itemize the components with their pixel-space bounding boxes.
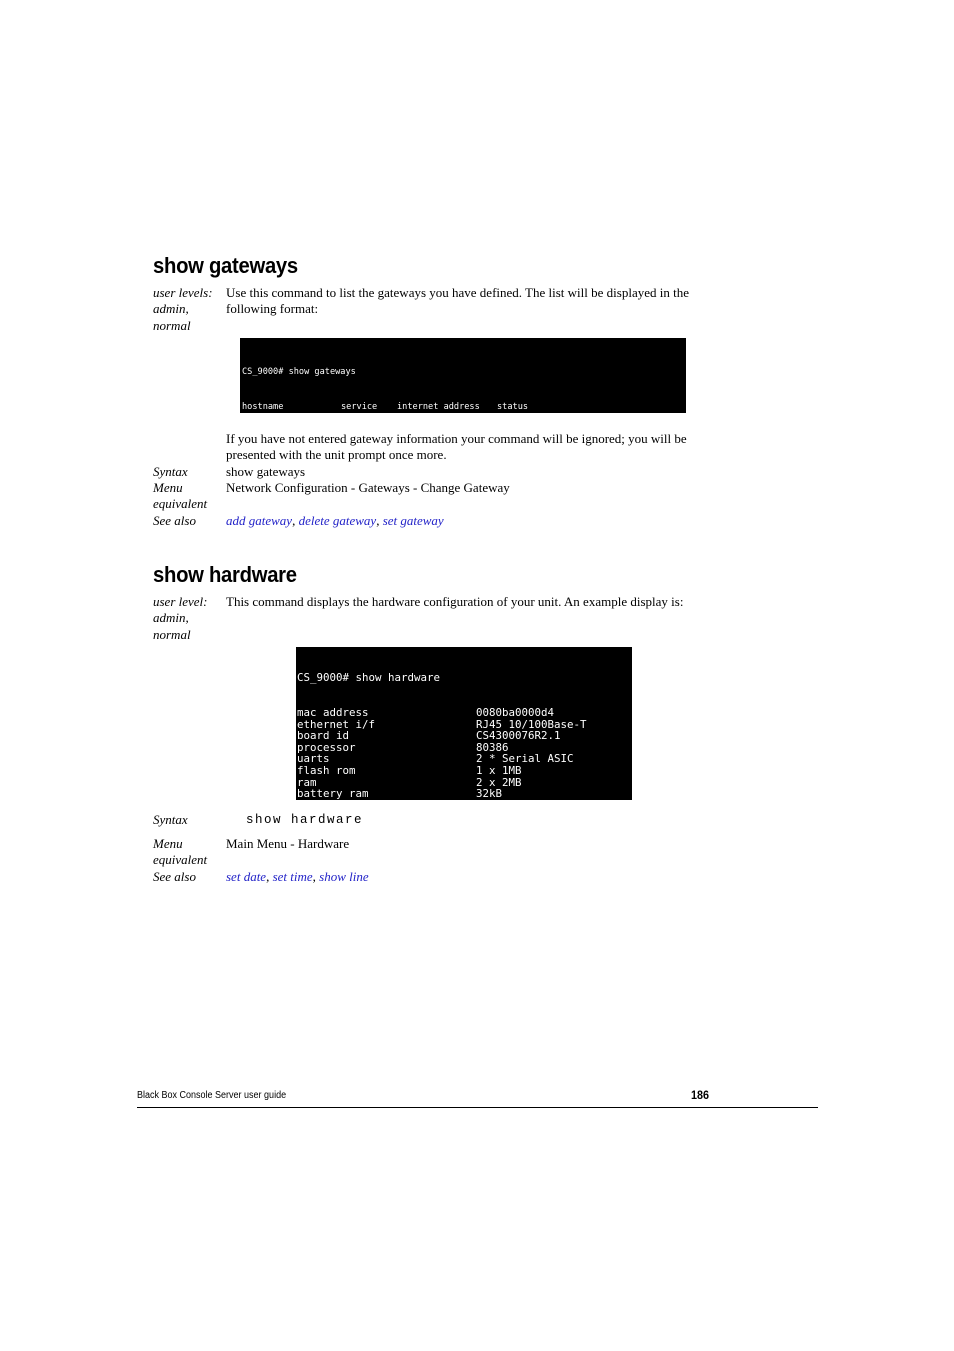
col-service: service xyxy=(341,401,378,412)
gateways-see-also: add gateway, delete gateway, set gateway xyxy=(226,513,444,528)
row-key: ethernet i/f xyxy=(297,717,376,731)
gateways-menu-path: Network Configuration - Gateways - Change Gateway xyxy=(226,480,510,495)
row-value: 2 * Serial ASIC xyxy=(476,752,574,766)
row-value: 2 x 2MB xyxy=(476,775,522,789)
terminal-row xyxy=(297,742,632,754)
menu-equivalent-label xyxy=(153,836,207,869)
terminal-prompt-line: CS_9000# show gateways xyxy=(242,367,356,378)
col-status: status xyxy=(497,401,529,412)
equivalent-label-text: equivalent xyxy=(153,852,208,868)
row-key: ram xyxy=(297,775,317,789)
footer-guide-title: Black Box Console Server user guide xyxy=(137,1090,287,1101)
section-title-show-gateways: show gateways xyxy=(153,253,298,278)
row-value: 80386 xyxy=(476,740,509,754)
user-levels-label-text: user levels: xyxy=(153,285,213,300)
row-value: CS4300076R2.1 xyxy=(476,729,561,743)
syntax-label: Syntax xyxy=(153,464,188,479)
terminal-row xyxy=(297,765,632,777)
link-set-time[interactable]: set time xyxy=(272,869,313,884)
user-level-label-text: user level: xyxy=(153,594,208,609)
page-number: 186 xyxy=(691,1088,710,1102)
link-set-gateway[interactable]: set gateway xyxy=(382,513,444,528)
link-show-line[interactable]: show line xyxy=(319,869,369,884)
user-level-admin: admin, xyxy=(153,610,189,626)
row-key: processor xyxy=(297,740,356,754)
terminal-header-row xyxy=(242,402,686,413)
terminal-rows xyxy=(297,707,632,800)
see-also-label: See also xyxy=(153,869,196,884)
row-key: flash rom xyxy=(297,763,356,777)
section-title-show-hardware: show hardware xyxy=(153,562,297,587)
hardware-menu-path: Main Menu - Hardware xyxy=(226,836,350,851)
row-key xyxy=(297,799,375,800)
link-set-date[interactable]: set date xyxy=(226,869,267,884)
footer-divider xyxy=(137,1107,818,1108)
menu-equivalent-label xyxy=(153,480,207,513)
row-key: board id xyxy=(297,729,350,743)
terminal-show-gateways xyxy=(240,338,686,413)
terminal-show-hardware xyxy=(296,647,632,800)
hardware-description: This command displays the hardware configuration of your unit. An example display is: xyxy=(226,594,684,609)
row-key: uarts xyxy=(297,752,330,766)
equivalent-label-text: equivalent xyxy=(153,496,208,512)
user-level-admin: admin, xyxy=(153,301,189,317)
link-delete-gateway[interactable]: delete gateway xyxy=(298,513,377,528)
row-key: battery ram xyxy=(297,787,369,800)
syntax-label: Syntax xyxy=(153,812,188,827)
user-level-normal: normal xyxy=(153,626,191,642)
user-level-label xyxy=(153,594,208,643)
gateways-description: Use this command to list the gateways you have defined. The list will be displayed in the following format: xyxy=(226,285,689,317)
row-value: 32kB xyxy=(476,787,503,800)
link-add-gateway[interactable]: add gateway xyxy=(226,513,293,528)
see-also-label: See also xyxy=(153,513,196,528)
row-value: 0080ba0000d4 xyxy=(476,705,555,719)
user-levels-label xyxy=(153,285,213,334)
gateways-note: If you have not entered gateway information your command will be ignored; you will be presented with the unit prompt once more. xyxy=(226,431,687,463)
hardware-see-also: set date, set time, show line xyxy=(226,869,369,884)
col-hostname: hostname xyxy=(242,401,284,412)
terminal-prompt-line: CS_9000# show hardware xyxy=(297,671,441,685)
user-level-normal: normal xyxy=(153,317,191,333)
row-value: RJ45 10/100Base-T xyxy=(476,717,587,731)
menu-label-text: Menu xyxy=(153,836,183,851)
col-address: internet address xyxy=(397,401,480,412)
row-key: mac address xyxy=(297,705,369,719)
gateways-syntax: show gateways xyxy=(226,464,306,479)
menu-label-text: Menu xyxy=(153,480,183,495)
hardware-syntax: show hardware xyxy=(246,813,364,827)
row-value: 1 x 1MB xyxy=(476,763,522,777)
